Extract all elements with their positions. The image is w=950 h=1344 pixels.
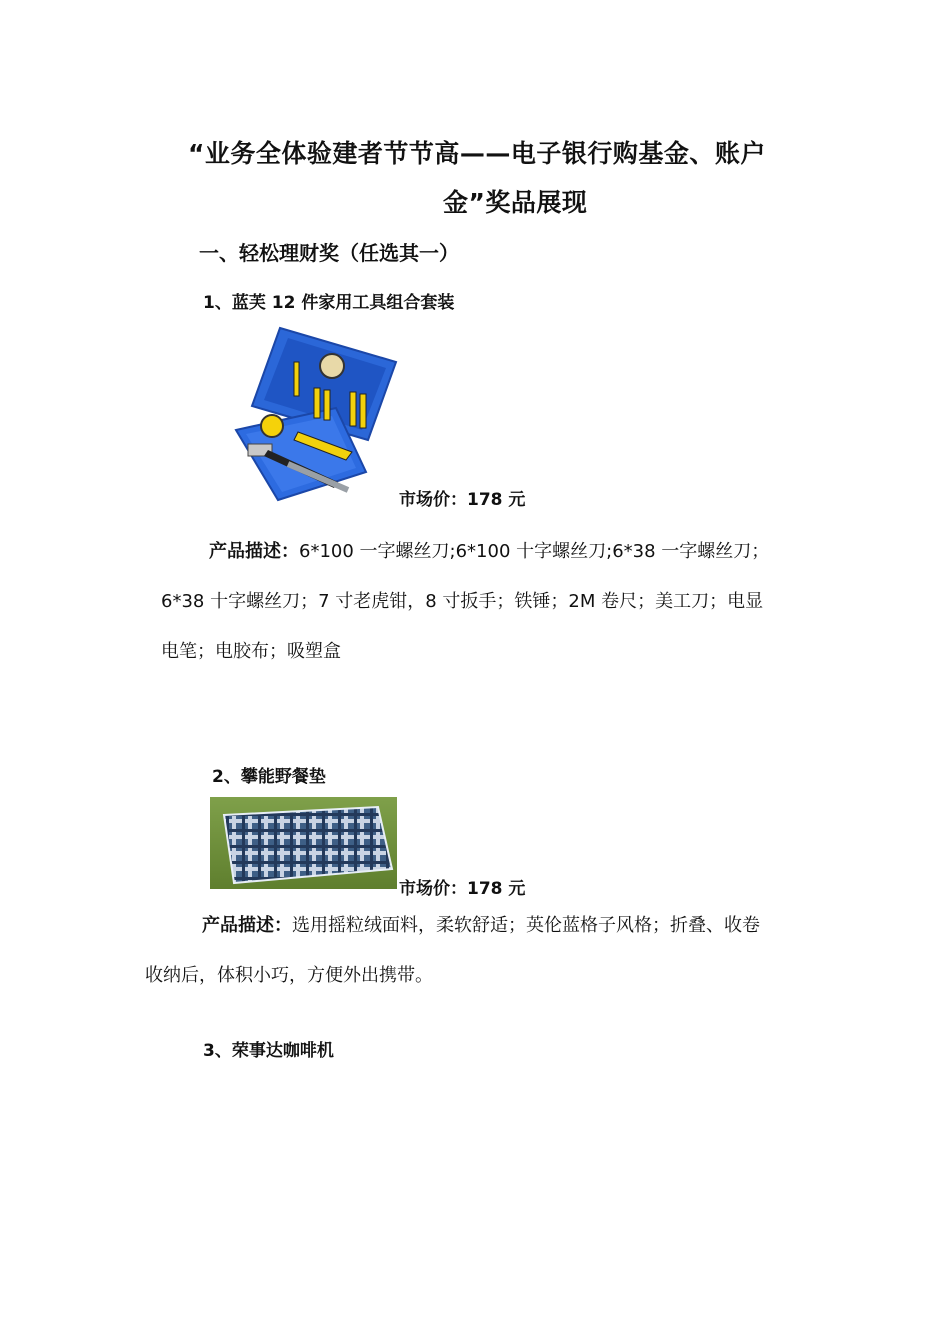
document-title-line2: 金”奖品展现 (443, 188, 588, 217)
item-heading-toolkit: 1、蓝芙 12 件家用工具组合套装 (203, 293, 455, 313)
item-price-toolkit: 市场价：178 元 (399, 490, 526, 510)
item-desc-toolkit-line3: 电笔；电胶布；吸塑盒 (161, 641, 341, 662)
item-desc-toolkit-line1 (209, 537, 769, 563)
item-price-picnic-mat: 市场价：178 元 (399, 879, 526, 899)
desc-text: 选用摇粒绒面料，柔软舒适；英伦蓝格子风格；折叠、收卷 (292, 915, 760, 936)
item-heading-picnic-mat: 2、攀能野餐垫 (212, 767, 326, 787)
item-desc-picnic-mat-line2: 收纳后，体积小巧，方便外出携带。 (145, 965, 433, 986)
picnic-mat-illustration (210, 797, 397, 889)
toolkit-illustration (228, 322, 400, 504)
desc-text: 6*100 一字螺丝刀;6*100 十字螺丝刀;6*38 一字螺丝刀； (299, 541, 770, 562)
item-heading-coffee-machine: 3、荣事达咖啡机 (203, 1041, 334, 1061)
desc-label: 产品描述： (209, 541, 299, 562)
section-heading: 一、轻松理财奖（任选其一） (199, 241, 459, 265)
desc-label: 产品描述： (202, 915, 292, 936)
document-title-line1: “业务全体验建者节节高——电子银行购基金、账户 (188, 139, 766, 168)
item-desc-picnic-mat-line1 (202, 911, 760, 937)
toolkit-image (228, 322, 400, 504)
picnic-mat-image (210, 797, 397, 889)
item-desc-toolkit-line2: 6*38 十字螺丝刀；7 寸老虎钳，8 寸扳手；铁锤；2M 卷尺；美工刀；电显 (161, 591, 764, 612)
